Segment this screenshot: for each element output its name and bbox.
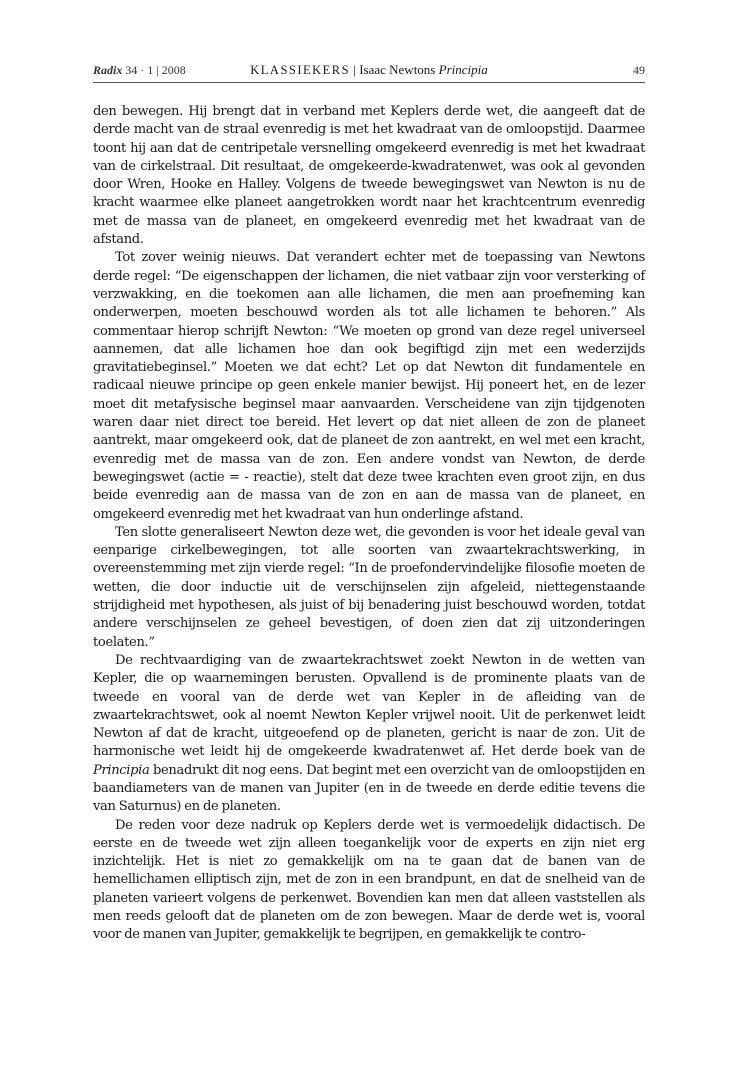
- paragraph-5: De reden voor deze nadruk op Keplers derde wet is vermoedelijk didactisch. De eerste en de tweede wet zijn alleen toegankelijk voor de experts en zijn niet erg inzichtelijk. Het is niet zo gemakkelijk om na te gaan dat de banen van de hemellichamen elliptisch zijn, met de zon in een brandpunt, en dat de snelheid van de planeten varieert volgens de perkenwet. Bovendien kan men dat alleen vaststellen als men reeds gelooft dat de planeten om de zon bewegen. Maar de derde wet is, vooral voor de manen van Jupiter, gemakkelijk te begrijpen, en gemakkelijk te contro-: [93, 817, 645, 943]
- header-separator: |: [353, 62, 356, 77]
- journal-name: Radix: [93, 63, 123, 77]
- paragraph-4-text-b: benadrukt dit nog eens. Dat begint met een overzicht van de omloopstijden en baandiameters van de manen van Jupiter (en in de tweede en derde editie tevens die van Saturnus) en de planeten.: [93, 762, 645, 815]
- paragraph-3: Ten slotte generaliseert Newton deze wet, die gevonden is voor het ideale geval van eenparige cirkelbewegingen, tot alle soorten van zwaartekrachtswerking, in overeenstemming met zijn vierde regel: “In de proefondervindelijke filosofie moeten de wetten, die door inductie uit de verschijnselen zijn afgeleid, niettegenstaande strijdigheid met hypothesen, als juist of bij benadering juist beschouwd worden, totdat andere verschijnselen ze geheel bevestigen, of doen zien dat zij uitzonderingen toelaten.”: [93, 524, 645, 650]
- article-subtitle: Isaac Newtons: [359, 62, 436, 77]
- section-title: [93, 62, 645, 78]
- paragraph-1: den bewegen. Hij brengt dat in verband met Keplers derde wet, die aangeeft dat de derde macht van de straal evenredig is met het kwadraat van de omloopstijd. Daarmee toont hij aan dat de centripetale versnelling omgekeerd evenredig is met het kwadraat van de cirkelstraal. Dit resultaat, de omgekeerde-kwadratenwet, was ook al gevonden door Wren, Hooke en Halley. Volgens de tweede bewegingswet van Newton is nu de kracht waarmee elke planeet aangetrokken wordt naar het krachtcentrum evenredig met de massa van de planeet, en omgekeerd evenredig met het kwadraat van de afstand.: [93, 104, 645, 248]
- book-title-principia: Principia: [93, 762, 150, 778]
- paragraph-4-text-a: De rechtvaardiging van de zwaartekrachtswet zoekt Newton in de wetten van Kepler, die op waarnemingen berusten. Opvallend is de prominente plaats van de tweede en vooral van de derde wet van Kepler in de afleiding van de zwaartekrachtswet, ook al noemt Newton Kepler vrijwel nooit. Uit de perkenwet leidt Newton af dat de kracht, uitgeoefend op de planeten, gericht is naar de zon. Uit de harmonische wet leidt hij de omgekeerde kwadratenwet af. Het derde boek van de: [93, 652, 645, 760]
- section-name: KLASSIEKERS: [250, 63, 351, 77]
- article-subtitle-italic: Principia: [438, 62, 488, 77]
- paragraph-4: [93, 652, 645, 817]
- paragraph-2: Tot zover weinig nieuws. Dat verandert echter met de toepassing van Newtons derde regel: “De eigenschappen der lichamen, die niet vatbaar zijn voor versterking of verzwakking, en die toekomen aan alle lichamen, die men aan proefneming kan onderwerpen, moeten beschouwd worden als tot alle lichamen te behoren.” Als commentaar hierop schrijft Newton: “We moeten op grond van deze regel universeel aannemen, dat alle lichamen hoe dan ook begiftigd zijn met een wederzijds gravitatiebeginsel.” Moeten we dat echt? Let op dat Newton dit fundamentele en radicaal nieuwe principe op geen enkele manier bewijst. Hij poneert het, en de lezer moet dit metafysische beginsel maar aanvaarden. Verscheidene van zijn tijdgenoten waren daar niet direct toe bereid. Het levert op dat niet alleen de zon de planeet aantrekt, maar omgekeerd ook, dat de planeet de zon aantrekt, en wel met een kracht, evenredig met de massa van de zon. Een andere vondst van Newton, de derde bewegingswet (actie = - reactie), stelt dat deze twee krachten even groot zijn, en dus beide evenredig aan de massa van de zon en aan de massa van de planeet, en omgekeerd evenredig met het kwadraat van hun onderlinge afstand.: [93, 250, 645, 522]
- running-header: [93, 60, 645, 83]
- page-number: 49: [633, 63, 645, 77]
- issue-info: 34 · 1 | 2008: [125, 63, 186, 77]
- article-body: [93, 103, 645, 945]
